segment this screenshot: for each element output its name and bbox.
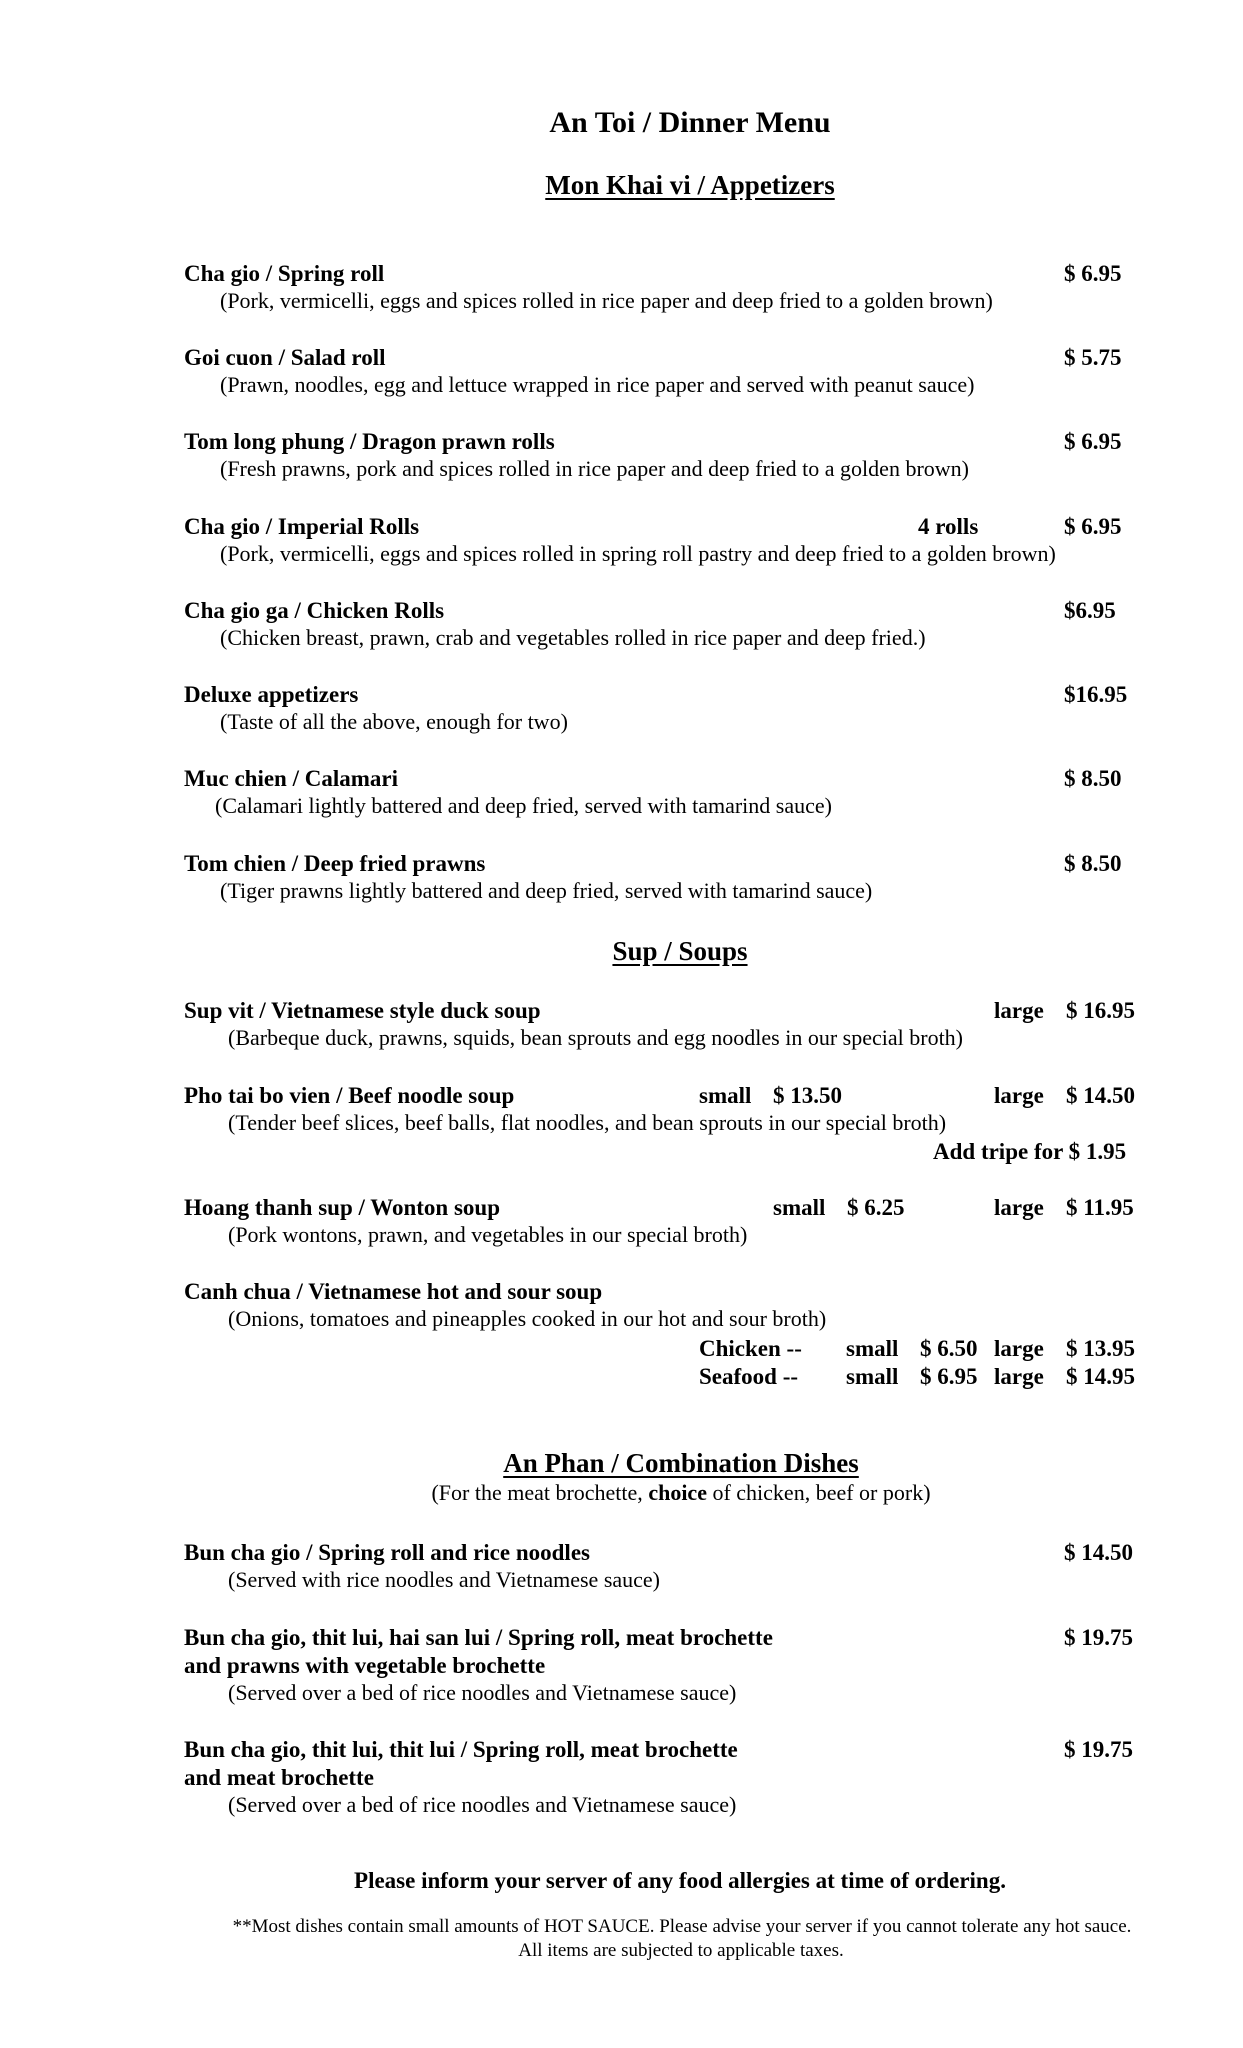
menu-title: An Toi / Dinner Menu <box>549 106 831 139</box>
menu-item-name: Tom chien / Deep fried prawns <box>184 851 486 876</box>
soups-heading: Sup / Soups <box>612 936 748 966</box>
menu-item-description: (Prawn, noodles, egg and lettuce wrapped in rice paper and served with peanut sauce) <box>220 372 975 397</box>
menu-item-price-small: $ 13.50 <box>773 1083 842 1108</box>
menu-item-description: (Taste of all the above, enough for two) <box>220 709 568 734</box>
menu-item-price-small: $ 6.95 <box>920 1364 978 1389</box>
size-label-large: large <box>994 1195 1044 1220</box>
menu-item-description: (Onions, tomatoes and pineapples cooked in our hot and sour broth) <box>228 1306 827 1331</box>
menu-item-name-continued: and prawns with vegetable brochette <box>184 1653 546 1678</box>
menu-item-price: $6.95 <box>1064 598 1116 623</box>
menu-item-description: (Served over a bed of rice noodles and Vietnamese sauce) <box>228 1792 737 1817</box>
size-label-large: large <box>994 1083 1044 1108</box>
menu-item-price: $ 6.95 <box>1064 429 1122 454</box>
allergy-notice: Please inform your server of any food allergies at time of ordering. <box>354 1868 1006 1893</box>
menu-item-name: Bun cha gio / Spring roll and rice noodles <box>184 1540 590 1565</box>
menu-item-price: $ 19.75 <box>1064 1737 1133 1762</box>
menu-item-price: $ 5.75 <box>1064 345 1122 370</box>
size-label-small: small <box>773 1195 826 1220</box>
menu-item-price-large: $ 13.95 <box>1066 1336 1135 1361</box>
menu-item-description: (Served over a bed of rice noodles and Vietnamese sauce) <box>228 1680 737 1705</box>
appetizers-heading: Mon Khai vi / Appetizers <box>545 170 835 200</box>
soup-option-label: Seafood -- <box>699 1364 799 1389</box>
menu-item-price-large: $ 14.95 <box>1066 1364 1135 1389</box>
menu-item-description: (Pork, vermicelli, eggs and spices rolled in rice paper and deep fried to a golden brown) <box>220 288 993 313</box>
menu-item-name: Deluxe appetizers <box>184 682 359 707</box>
combination-note-post: of chicken, beef or pork) <box>706 1480 931 1505</box>
menu-item-price: $ 6.95 <box>1064 514 1122 539</box>
menu-item-name-continued: and meat brochette <box>184 1765 374 1790</box>
hot-sauce-notice: **Most dishes contain small amounts of HOT SAUCE. Please advise your server if you cannot tolerate any hot sauce. <box>232 1916 1132 1937</box>
menu-item-price: $ 8.50 <box>1064 851 1122 876</box>
size-label-small: small <box>846 1336 899 1361</box>
size-label-large: large <box>994 1336 1044 1361</box>
menu-item-name: Bun cha gio, thit lui, hai san lui / Spring roll, meat brochette <box>184 1625 773 1650</box>
menu-item-price: $16.95 <box>1064 682 1128 707</box>
menu-item-description: (Tender beef slices, beef balls, flat noodles, and bean sprouts in our special broth) <box>228 1110 947 1135</box>
menu-item-price: $ 14.50 <box>1064 1540 1133 1565</box>
soup-option-label: Chicken -- <box>699 1336 802 1361</box>
menu-item-description: (Fresh prawns, pork and spices rolled in rice paper and deep fried to a golden brown) <box>220 456 969 481</box>
menu-item-name: Canh chua / Vietnamese hot and sour soup <box>184 1279 603 1304</box>
menu-item-description: (Chicken breast, prawn, crab and vegetables rolled in rice paper and deep fried.) <box>220 625 926 650</box>
menu-item-name: Cha gio / Imperial Rolls <box>184 514 420 539</box>
menu-item-quantity: 4 rolls <box>918 514 979 539</box>
menu-item-price-small: $ 6.25 <box>847 1195 905 1220</box>
menu-item-description: (Calamari lightly battered and deep fried, served with tamarind sauce) <box>215 793 832 818</box>
menu-item-price-large: $ 11.95 <box>1066 1195 1134 1220</box>
tax-notice: All items are subjected to applicable taxes. <box>518 1940 844 1961</box>
menu-item-addon: Add tripe for $ 1.95 <box>933 1139 1127 1164</box>
combination-heading: An Phan / Combination Dishes <box>503 1448 859 1478</box>
size-label-large: large <box>994 998 1044 1023</box>
menu-item-price: $ 19.75 <box>1064 1625 1133 1650</box>
menu-item-description: (Served with rice noodles and Vietnamese sauce) <box>228 1567 661 1592</box>
menu-item-price: $ 8.50 <box>1064 766 1122 791</box>
combination-note-pre: (For the meat brochette, <box>431 1480 649 1505</box>
menu-item-name: Cha gio / Spring roll <box>184 261 385 286</box>
menu-item-name: Muc chien / Calamari <box>184 766 398 791</box>
menu-item-name: Hoang thanh sup / Wonton soup <box>184 1195 500 1220</box>
combination-note <box>0 1482 1243 1504</box>
menu-item-description: (Tiger prawns lightly battered and deep fried, served with tamarind sauce) <box>220 878 873 903</box>
menu-item-name: Tom long phung / Dragon prawn rolls <box>184 429 555 454</box>
menu-item-price-large: $ 16.95 <box>1066 998 1135 1023</box>
menu-item-name: Cha gio ga / Chicken Rolls <box>184 598 445 623</box>
menu-item-name: Sup vit / Vietnamese style duck soup <box>184 998 541 1023</box>
menu-item-description: (Pork wontons, prawn, and vegetables in our special broth) <box>228 1222 748 1247</box>
menu-item-price-large: $ 14.50 <box>1066 1083 1135 1108</box>
menu-item-name: Pho tai bo vien / Beef noodle soup <box>184 1083 515 1108</box>
menu-item-price: $ 6.95 <box>1064 261 1122 286</box>
size-label-large: large <box>994 1364 1044 1389</box>
menu-item-description: (Barbeque duck, prawns, squids, bean sprouts and egg noodles in our special broth) <box>228 1025 964 1050</box>
menu-item-name: Bun cha gio, thit lui, thit lui / Spring roll, meat brochette <box>184 1737 738 1762</box>
menu-item-price-small: $ 6.50 <box>920 1336 978 1361</box>
size-label-small: small <box>699 1083 752 1108</box>
combination-note-choice: choice <box>648 1480 707 1505</box>
size-label-small: small <box>846 1364 899 1389</box>
menu-item-description: (Pork, vermicelli, eggs and spices rolled in spring roll pastry and deep fried to a golden brown) <box>220 541 1056 566</box>
menu-item-name: Goi cuon / Salad roll <box>184 345 386 370</box>
